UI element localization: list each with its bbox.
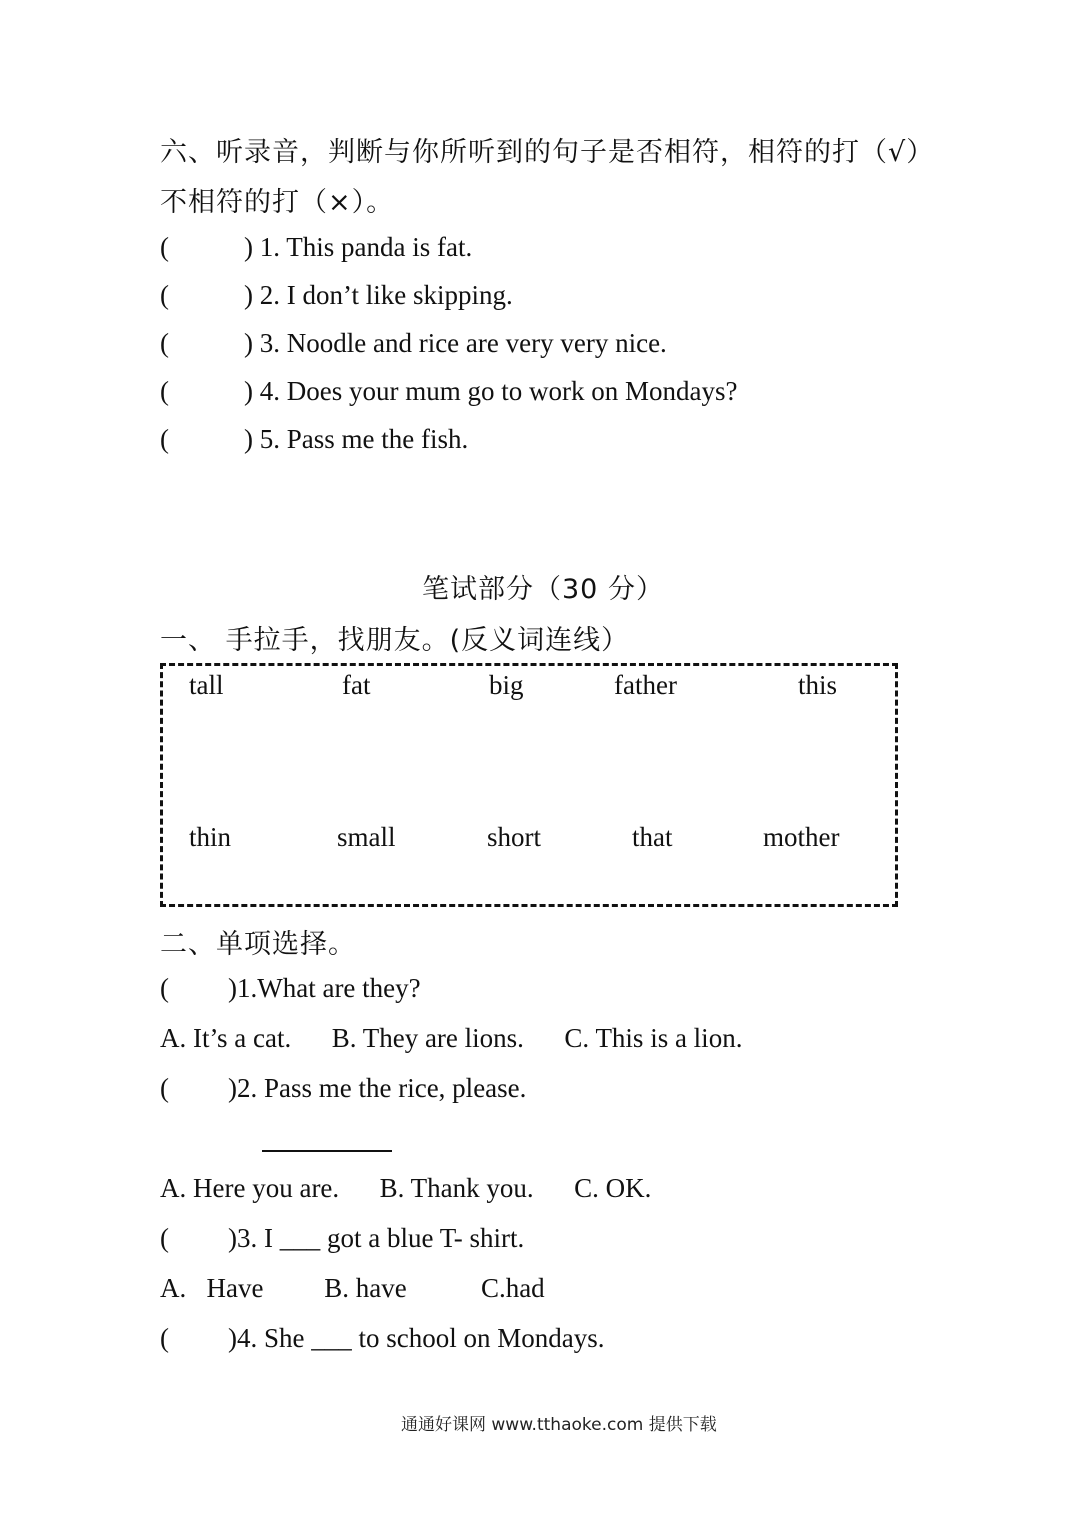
question-3-options: A. Have B. have C.had (160, 1273, 545, 1303)
match-word-top[interactable]: this (798, 670, 838, 700)
answer-bracket[interactable]: ( (160, 1323, 169, 1353)
match-word-top[interactable]: big (489, 670, 524, 700)
question-text: )4. She ___ to school on Mondays. (228, 1323, 605, 1353)
listening-item-text: ) 5. Pass me the fish. (244, 424, 469, 454)
listening-item (160, 232, 472, 263)
question-1 (160, 973, 421, 1004)
listening-item-text: ) 2. I don’t like skipping. (244, 280, 513, 310)
match-word-bottom[interactable]: thin (189, 822, 232, 852)
match-word-top[interactable]: fat (342, 670, 371, 700)
answer-bracket[interactable]: ( (160, 328, 169, 358)
match-word-bottom[interactable]: mother (763, 822, 840, 852)
listening-item (160, 328, 667, 359)
question-3 (160, 1223, 524, 1254)
answer-bracket[interactable]: ( (160, 376, 169, 406)
part2-title: 二、单项选择。 (160, 929, 356, 960)
answer-bracket[interactable]: ( (160, 1223, 169, 1253)
question-1-options: A. It’s a cat. B. They are lions. C. This is a lion. (160, 1023, 743, 1053)
question-text: )2. Pass me the rice, please. (228, 1073, 527, 1103)
section6-title-line2: 不相符的打（×）。 (160, 187, 395, 218)
listening-item (160, 280, 513, 311)
answer-blank-line[interactable] (262, 1150, 392, 1152)
question-text: )1.What are they? (228, 973, 421, 1003)
part1-title: 一、 手拉手，找朋友。(反义词连线） (160, 625, 630, 656)
section6-title-line1: 六、听录音，判断与你所听到的句子是否相符，相符的打（√） (160, 137, 935, 168)
question-4 (160, 1323, 604, 1354)
answer-bracket[interactable]: ( (160, 280, 169, 310)
listening-item (160, 376, 737, 407)
answer-bracket[interactable]: ( (160, 1073, 169, 1103)
match-word-top[interactable]: father (614, 670, 677, 700)
listening-item-text: ) 1. This panda is fat. (244, 232, 473, 262)
matching-box (160, 663, 898, 907)
match-word-bottom[interactable]: that (632, 822, 673, 852)
question-2-options: A. Here you are. B. Thank you. C. OK. (160, 1173, 652, 1203)
answer-bracket[interactable]: ( (160, 973, 169, 1003)
footer-text: 通通好课网 www.tthaoke.com 提供下载 (401, 1415, 717, 1435)
question-2 (160, 1073, 526, 1104)
match-word-top[interactable]: tall (189, 670, 224, 700)
listening-item-text: ) 3. Noodle and rice are very very nice. (244, 328, 667, 358)
listening-item (160, 424, 468, 455)
match-word-bottom[interactable]: short (487, 822, 541, 852)
written-heading: 笔试部分（30 分） (422, 574, 664, 605)
question-text: )3. I ___ got a blue T- shirt. (228, 1223, 525, 1253)
match-word-bottom[interactable]: small (337, 822, 396, 852)
listening-item-text: ) 4. Does your mum go to work on Mondays? (244, 376, 738, 406)
answer-bracket[interactable]: ( (160, 232, 169, 262)
answer-bracket[interactable]: ( (160, 424, 169, 454)
